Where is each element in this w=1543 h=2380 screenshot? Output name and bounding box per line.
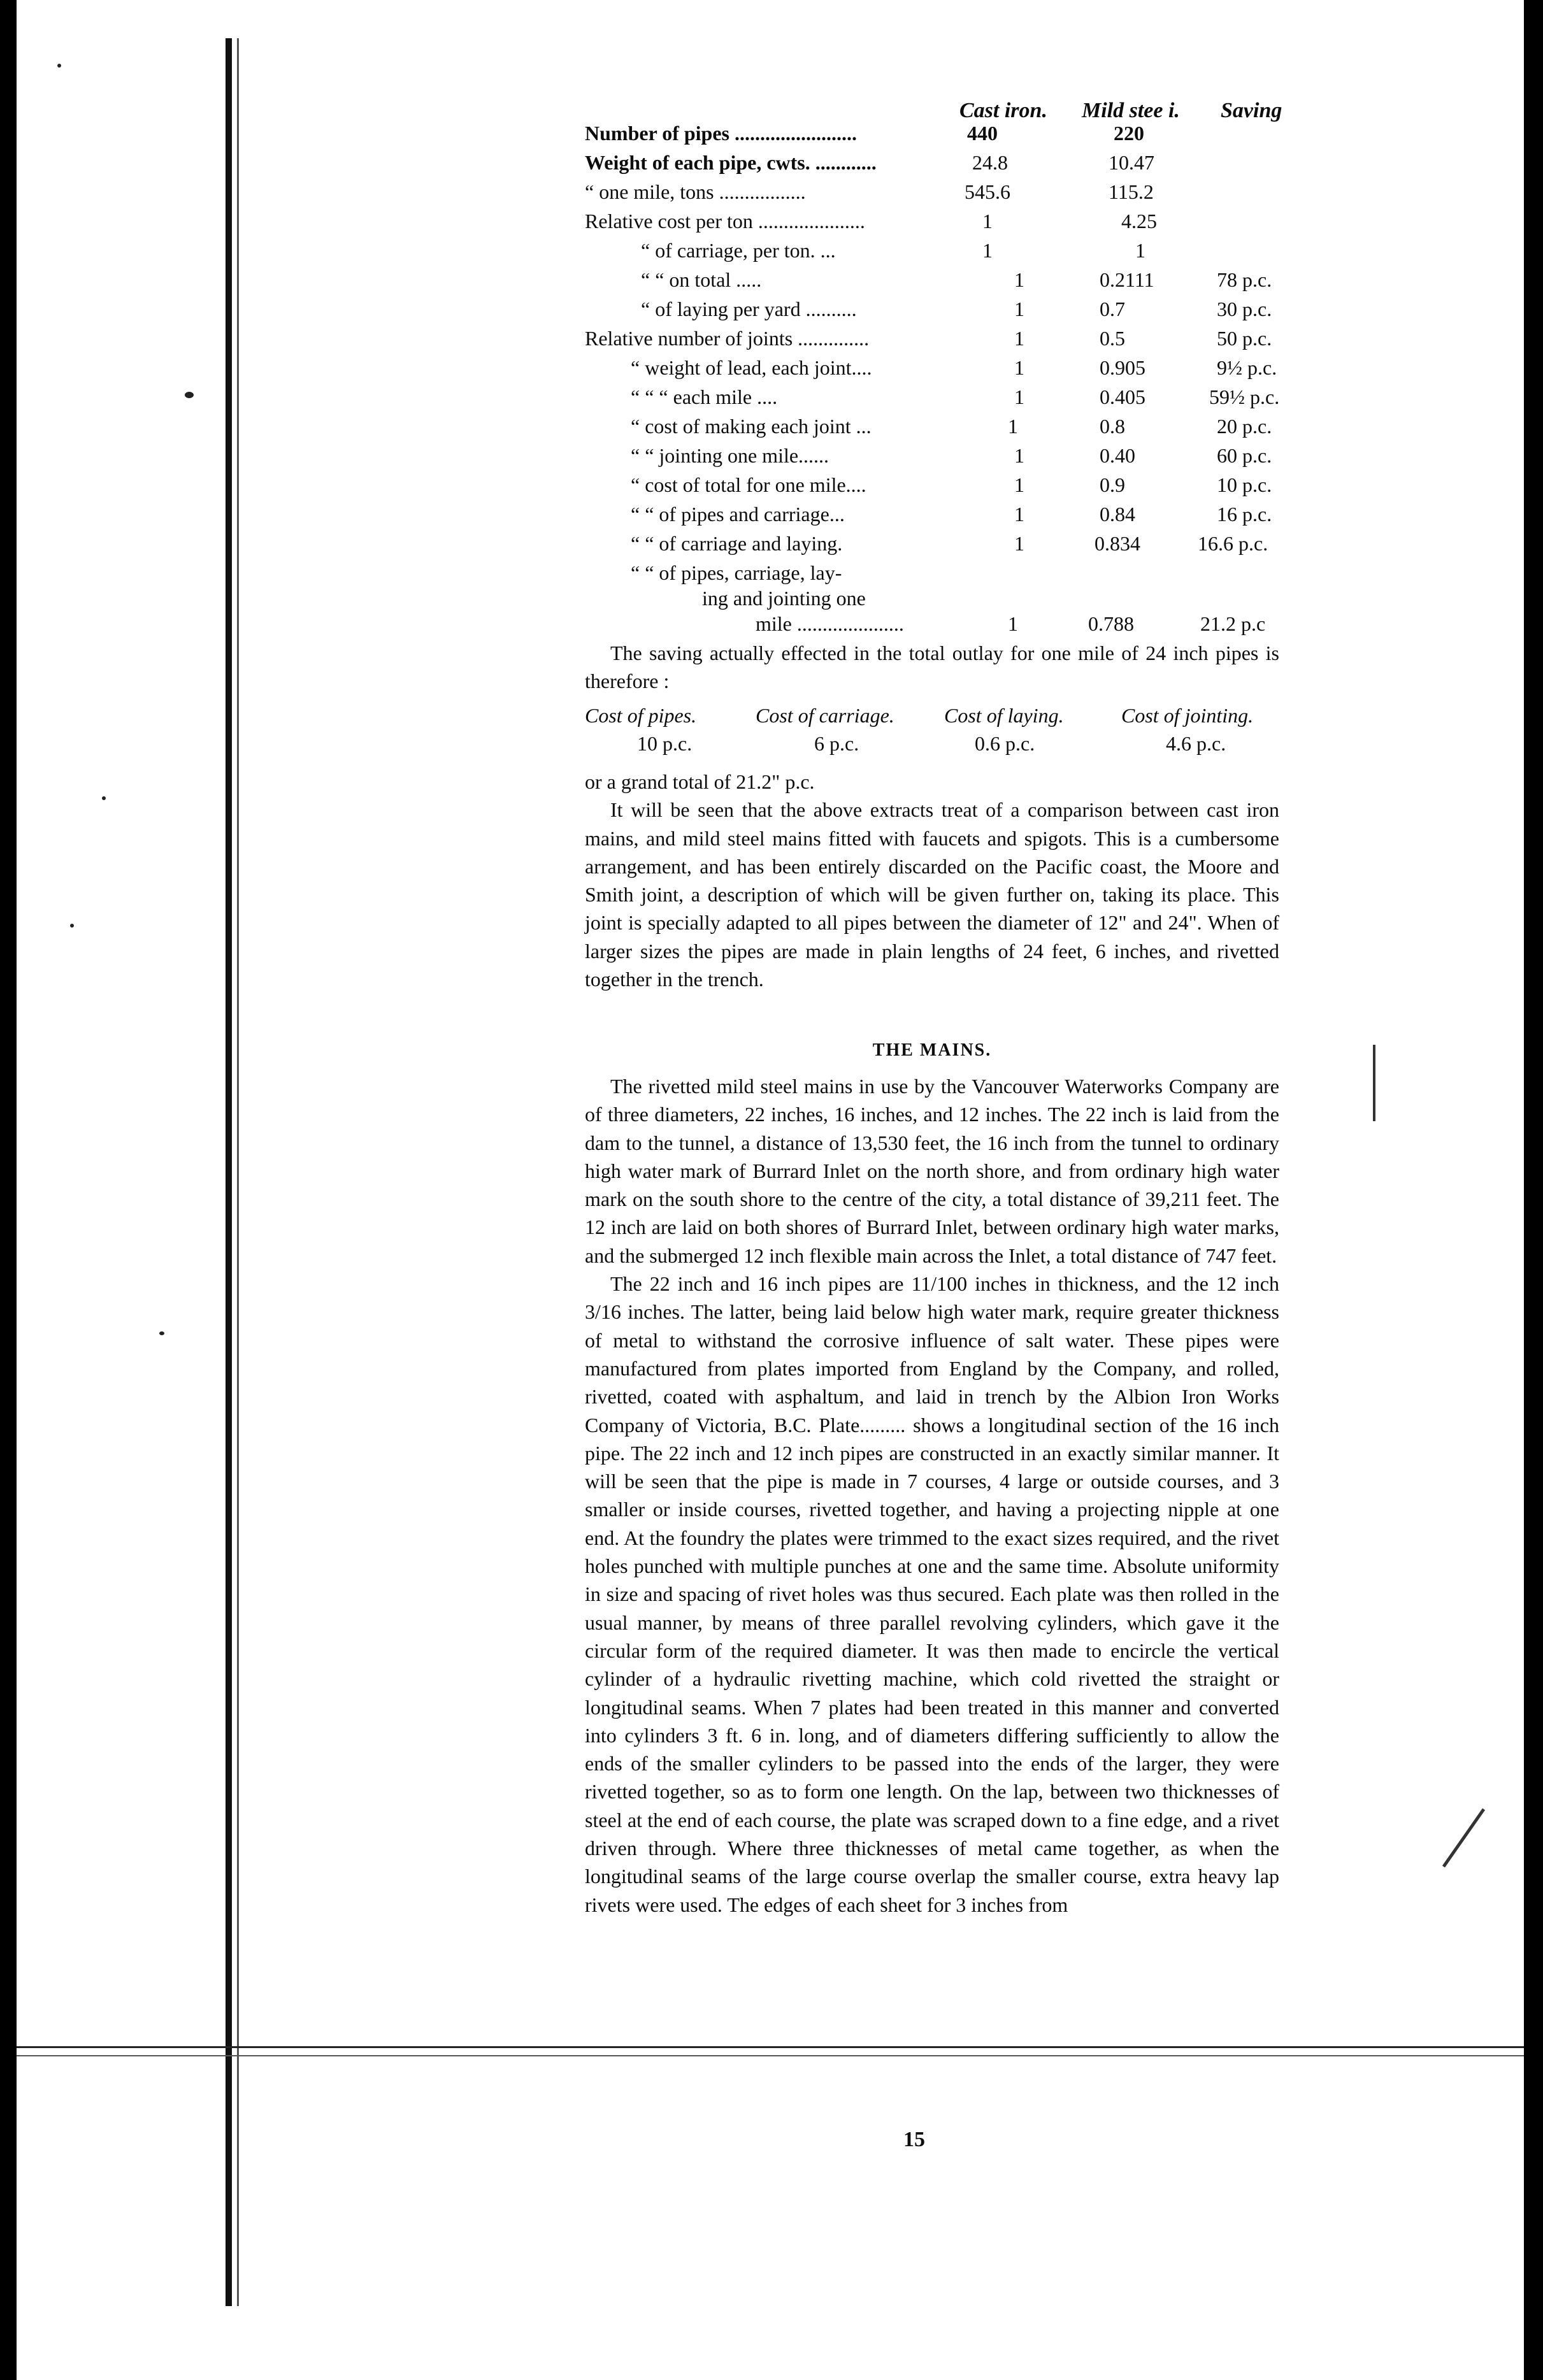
mild-steel-value: 0.9 xyxy=(1100,473,1125,496)
comparison-paragraph: It will be seen that the above extracts treat of a comparison between cast iron mains, and mild steel mains fitted with faucets and spigots. This is a cumbersome arrangement, and has been entirely discarded on the Pacific coast, the Moore and Smith joint, a description of which will be given further on, taking its place. This joint is specially adapted to all pipes between the diameter of 12" and 24". When of larger sizes the pipes are made in plain lengths of 24 feet, 6 inches, and rivetted together in the trench. xyxy=(585,798,1279,991)
table-row xyxy=(585,473,1279,503)
thickness-paragraph: The 22 inch and 16 inch pipes are 11/100 inches in thickness, and the 12 inch 3/16 inches. The latter, being laid below high water mark, require greater thickness of metal to withstand the corrosive influence of salt water. These pipes were manufactured from plates imported from England by the Company, and rolled, rivetted, coated with asphaltum, and laid in trench by the Albion Iron Works Company of Victoria, B.C. Plate......... shows a longitudinal section of the 16 inch pipe. The 22 inch and 12 inch pipes are constructed in an exactly similar manner. It will be seen that the pipe is made in 7 courses, 4 large or outside courses, and 3 smaller or inside courses, rivetted together, and having a projecting nipple at one end. At the foundry the plates were trimmed to the exact sizes required, and the rivet holes punched with multiple punches at one and the same time. Absolute uniformity in size and spacing of rivet holes was thus secured. Each plate was then rolled in the usual manner, by means of three parallel revolving cylinders, which gave it the circular form of the required diameter. It was then made to encircle the vertical cylinder of a hydraulic rivetting machine, which cold rivetted the straight or longitudinal seams. When 7 plates had been treated in this manner and converted into cylinders 3 ft. 6 in. long, and of diameters differing sufficiently to allow the ends of the smaller cylinders to be passed into the ends of the larger, they were rivetted together, so as to form one length. On the lap, between two thicknesses of steel at the end of each course, the plate was scraped down to a fine edge, and a rivet driven through. Where three thicknesses of metal came together, as when the longitudinal seams of the large course overlap the smaller course, extra heavy lap rivets were used. The edges of each sheet for 3 inches from xyxy=(585,1272,1279,1916)
cast-iron-value: 545.6 xyxy=(965,180,1010,203)
saving-value: 21.2 p.c xyxy=(1200,612,1266,635)
cost-value: 6 p.c. xyxy=(814,732,859,755)
mild-steel-value: 220 xyxy=(1114,122,1144,145)
cost-value: 4.6 p.c. xyxy=(1166,732,1226,755)
scan-speck xyxy=(159,1331,164,1335)
row-label: “ “ of carriage and laying. xyxy=(631,532,843,555)
mild-steel-value: 0.84 xyxy=(1100,503,1135,526)
row-label: “ “ jointing one mile...... xyxy=(631,444,829,467)
saving-value: 16.6 p.c. xyxy=(1198,532,1268,555)
mild-steel-value: 0.7 xyxy=(1100,298,1125,320)
mild-steel-value: 0.5 xyxy=(1100,327,1125,350)
intro-paragraph xyxy=(585,639,1279,696)
cast-iron-value: 1 xyxy=(1008,612,1018,635)
row-label: mile ..................... xyxy=(756,612,904,635)
scan-speck xyxy=(102,796,106,800)
cast-iron-value: 1 xyxy=(1014,268,1024,291)
table-row xyxy=(585,327,1279,356)
cast-iron-value: 1 xyxy=(1014,473,1024,496)
row-label: “ “ on total ..... xyxy=(641,268,762,291)
table-row xyxy=(585,298,1279,327)
table-row xyxy=(585,210,1279,239)
margin-pen-mark xyxy=(1442,1809,1485,1868)
cast-iron-value: 1 xyxy=(1014,327,1024,350)
scan-crease-line xyxy=(17,2046,1524,2048)
cast-iron-value: 1 xyxy=(1014,356,1024,379)
cast-iron-value: 1 xyxy=(982,239,993,262)
row-label: Relative number of joints .............. xyxy=(585,327,870,350)
table-row xyxy=(585,180,1279,210)
table-row xyxy=(585,587,1279,612)
scan-speck xyxy=(70,924,74,928)
table-row xyxy=(585,268,1279,298)
row-label: Number of pipes ........................ xyxy=(585,122,857,145)
saving-value: 30 p.c. xyxy=(1217,298,1272,320)
mild-steel-value: 115.2 xyxy=(1109,180,1154,203)
saving-value: 10 p.c. xyxy=(1217,473,1272,496)
cast-iron-value: 1 xyxy=(1014,444,1024,467)
table-row xyxy=(585,444,1279,473)
cost-label: Cost of jointing. xyxy=(1121,704,1254,727)
mild-steel-value: 0.2111 xyxy=(1100,268,1154,291)
grand-total-line: or a grand total of 21.2" p.c. xyxy=(585,770,815,793)
table-row xyxy=(585,122,1279,151)
cost-label: Cost of pipes. xyxy=(585,704,697,727)
mild-steel-value: 10.47 xyxy=(1109,151,1154,174)
mild-steel-value: 0.788 xyxy=(1088,612,1134,635)
page-fold-line-shadow xyxy=(237,38,239,2306)
cost-value: 10 p.c. xyxy=(637,732,693,755)
cast-iron-value: 1 xyxy=(1014,532,1024,555)
mild-steel-value: 0.405 xyxy=(1100,385,1145,408)
row-label: “ of carriage, per ton. ... xyxy=(641,239,836,262)
saving-value: 60 p.c. xyxy=(1217,444,1272,467)
row-label: “ one mile, tons ................. xyxy=(585,180,806,203)
header-cast-iron: Cast iron. xyxy=(959,99,1047,122)
row-label: Relative cost per ton ..................... xyxy=(585,210,865,233)
row-label: “ cost of making each joint ... xyxy=(631,415,872,438)
row-label: “ of laying per yard .......... xyxy=(641,298,857,320)
row-label: “ cost of total for one mile.... xyxy=(631,473,866,496)
mild-steel-value: 0.40 xyxy=(1100,444,1135,467)
saving-value: 16 p.c. xyxy=(1217,503,1272,526)
cost-value: 0.6 p.c. xyxy=(975,732,1035,755)
cost-label: Cost of laying. xyxy=(944,704,1064,727)
cast-iron-value: 1 xyxy=(982,210,993,233)
mild-steel-value: 1 xyxy=(1135,239,1145,262)
mild-steel-value: 0.905 xyxy=(1100,356,1145,379)
table-row xyxy=(585,385,1279,415)
saving-value: 59½ p.c. xyxy=(1209,385,1280,408)
intro-text: The saving actually effected in the total outlay for one mile of 24 inch pipes is therefore : xyxy=(585,642,1279,693)
table-row xyxy=(585,356,1279,385)
scan-border-right xyxy=(1524,0,1543,2380)
cast-iron-value: 440 xyxy=(967,122,998,145)
table-row xyxy=(585,415,1279,444)
mild-steel-value: 0.834 xyxy=(1094,532,1140,555)
cost-breakdown xyxy=(585,704,1279,760)
mains-paragraph: The rivetted mild steel mains in use by the Vancouver Waterworks Company are of three diameters, 22 inches, 16 inches, and 12 inches. The 22 inch is laid from the dam to the tunnel, a distance of 13,530 feet, the 16 inch from the tunnel to ordinary high water mark of Burrard Inlet on the north shore, and from ordinary high water mark on the south shore to the centre of the city, a total distance of 39,211 feet. The 12 inch are laid on both shores of Burrard Inlet, between ordinary high water marks, and the submerged 12 inch flexible main across the Inlet, a total distance of 747 feet. xyxy=(585,1075,1279,1267)
mild-steel-value: 4.25 xyxy=(1121,210,1157,233)
page-fold-line xyxy=(226,38,232,2306)
mains-section xyxy=(585,1072,1279,1919)
section-heading: THE MAINS. xyxy=(872,1040,992,1060)
comparison-section xyxy=(585,768,1279,993)
page-number: 15 xyxy=(903,2128,925,2151)
header-mild-steel: Mild stee i. xyxy=(1082,99,1180,122)
cast-iron-value: 1 xyxy=(1008,415,1018,438)
scan-crease-line xyxy=(17,2055,1524,2056)
row-label: “ “ of pipes, carriage, lay- xyxy=(631,561,842,584)
cast-iron-value: 1 xyxy=(1014,298,1024,320)
scan-speck xyxy=(57,64,61,68)
row-label: “ “ “ each mile .... xyxy=(631,385,778,408)
margin-pen-mark xyxy=(1373,1045,1375,1121)
row-label: Weight of each pipe, cwts. ............ xyxy=(585,151,877,174)
table-row xyxy=(585,151,1279,180)
table-row xyxy=(585,503,1279,532)
table-row xyxy=(585,612,1279,642)
mild-steel-value: 0.8 xyxy=(1100,415,1125,438)
saving-value: 20 p.c. xyxy=(1217,415,1272,438)
scan-border-left xyxy=(0,0,17,2380)
scan-speck xyxy=(185,392,194,398)
cast-iron-value: 24.8 xyxy=(972,151,1008,174)
cast-iron-value: 1 xyxy=(1014,385,1024,408)
saving-value: 50 p.c. xyxy=(1217,327,1272,350)
row-label: “ “ of pipes and carriage... xyxy=(631,503,845,526)
row-label: ing and jointing one xyxy=(702,587,866,610)
table-row xyxy=(585,561,1279,587)
saving-value: 78 p.c. xyxy=(1217,268,1272,291)
table-row xyxy=(585,532,1279,561)
row-label: “ weight of lead, each joint.... xyxy=(631,356,872,379)
comparison-table xyxy=(585,122,1279,642)
cast-iron-value: 1 xyxy=(1014,503,1024,526)
table-row xyxy=(585,239,1279,268)
header-saving: Saving xyxy=(1221,99,1282,122)
cost-label: Cost of carriage. xyxy=(756,704,894,727)
saving-value: 9½ p.c. xyxy=(1217,356,1277,379)
